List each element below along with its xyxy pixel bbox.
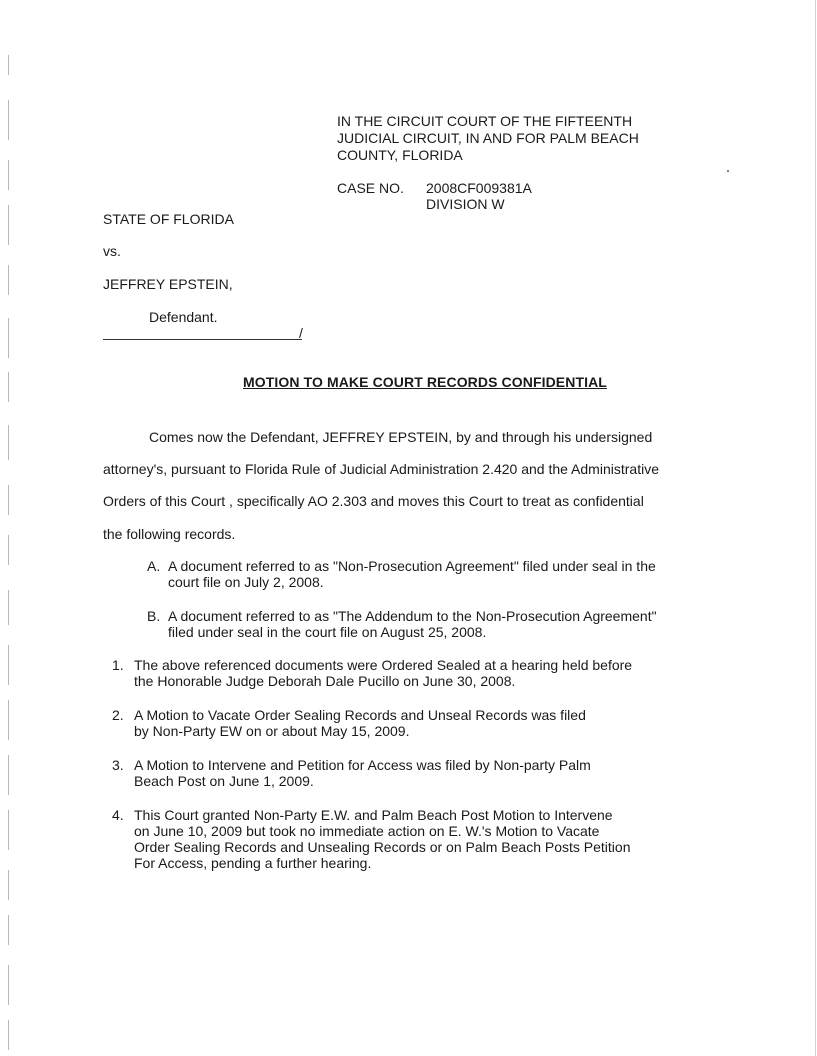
- scan-edge-line: [815, 0, 816, 1056]
- margin-mark: [8, 700, 9, 740]
- margin-mark: [8, 1020, 9, 1050]
- list-marker: B.: [147, 608, 161, 624]
- case-division: DIVISION W: [426, 196, 505, 212]
- list-item-line: This Court granted Non-Party E.W. and Palm Beach Post Motion to Intervene: [134, 807, 613, 823]
- caption-underline: [103, 339, 302, 340]
- list-item-line: A document referred to as "The Addendum to the Non-Prosecution Agreement": [168, 608, 657, 624]
- intro-line: the following records.: [103, 526, 236, 542]
- margin-mark: [8, 372, 9, 402]
- list-item-line: Order Sealing Records and Unsealing Records or on Palm Beach Posts Petition: [134, 839, 631, 855]
- margin-mark: [8, 810, 9, 850]
- margin-mark: [8, 870, 9, 900]
- case-number: 2008CF009381A: [426, 180, 532, 196]
- margin-mark: [8, 265, 9, 295]
- list-item-line: by Non-Party EW on or about May 15, 2009.: [134, 723, 410, 739]
- margin-mark: [8, 485, 9, 515]
- list-item-line: Beach Post on June 1, 2009.: [134, 773, 314, 789]
- list-marker: 1.: [112, 657, 124, 673]
- margin-mark: [8, 645, 9, 685]
- intro-line: Orders of this Court , specifically AO 2.303 and moves this Court to treat as confidential: [103, 493, 644, 509]
- margin-mark: [8, 755, 9, 795]
- scan-speck: [727, 170, 729, 172]
- margin-mark: [8, 425, 9, 460]
- margin-mark: [8, 915, 9, 945]
- list-item-line: the Honorable Judge Deborah Dale Pucillo on June 30, 2008.: [134, 673, 516, 689]
- margin-mark: [8, 55, 9, 75]
- list-item-line: A document referred to as "Non-Prosecution Agreement" filed under seal in the: [168, 558, 656, 574]
- court-heading-line: COUNTY, FLORIDA: [337, 147, 463, 163]
- case-number-label: CASE NO.: [337, 180, 404, 196]
- intro-line: Comes now the Defendant, JEFFREY EPSTEIN, by and through his undersigned: [149, 429, 653, 445]
- list-marker: 3.: [112, 757, 124, 773]
- list-item-line: The above referenced documents were Ordered Sealed at a hearing held before: [134, 657, 633, 673]
- caption-slash-mark: /: [299, 325, 303, 341]
- versus-label: vs.: [103, 243, 121, 259]
- list-marker: 4.: [112, 807, 124, 823]
- margin-mark: [8, 590, 9, 625]
- list-item-line: filed under seal in the court file on August 25, 2008.: [168, 624, 487, 640]
- list-marker: 2.: [112, 707, 124, 723]
- list-item-line: For Access, pending a further hearing.: [134, 855, 372, 871]
- plaintiff-name: STATE OF FLORIDA: [103, 211, 234, 227]
- motion-title: MOTION TO MAKE COURT RECORDS CONFIDENTIAL: [243, 374, 607, 390]
- margin-mark: [8, 318, 9, 358]
- margin-mark: [8, 160, 9, 190]
- margin-mark: [8, 535, 9, 565]
- list-item-line: A Motion to Intervene and Petition for Access was filed by Non-party Palm: [134, 757, 591, 773]
- list-item-line: on June 10, 2009 but took no immediate action on E. W.'s Motion to Vacate: [134, 823, 600, 839]
- court-heading-line: IN THE CIRCUIT COURT OF THE FIFTEENTH: [337, 113, 633, 129]
- defendant-label: Defendant.: [149, 309, 218, 325]
- margin-mark: [8, 100, 9, 140]
- list-item-line: court file on July 2, 2008.: [168, 574, 324, 590]
- margin-mark: [8, 965, 9, 1005]
- court-heading-line: JUDICIAL CIRCUIT, IN AND FOR PALM BEACH: [337, 130, 639, 146]
- margin-mark: [8, 205, 9, 245]
- intro-line: attorney's, pursuant to Florida Rule of Judicial Administration 2.420 and the Administrative: [103, 461, 659, 477]
- defendant-name: JEFFREY EPSTEIN,: [103, 276, 233, 292]
- list-item-line: A Motion to Vacate Order Sealing Records and Unseal Records was filed: [134, 707, 586, 723]
- list-marker: A.: [147, 558, 161, 574]
